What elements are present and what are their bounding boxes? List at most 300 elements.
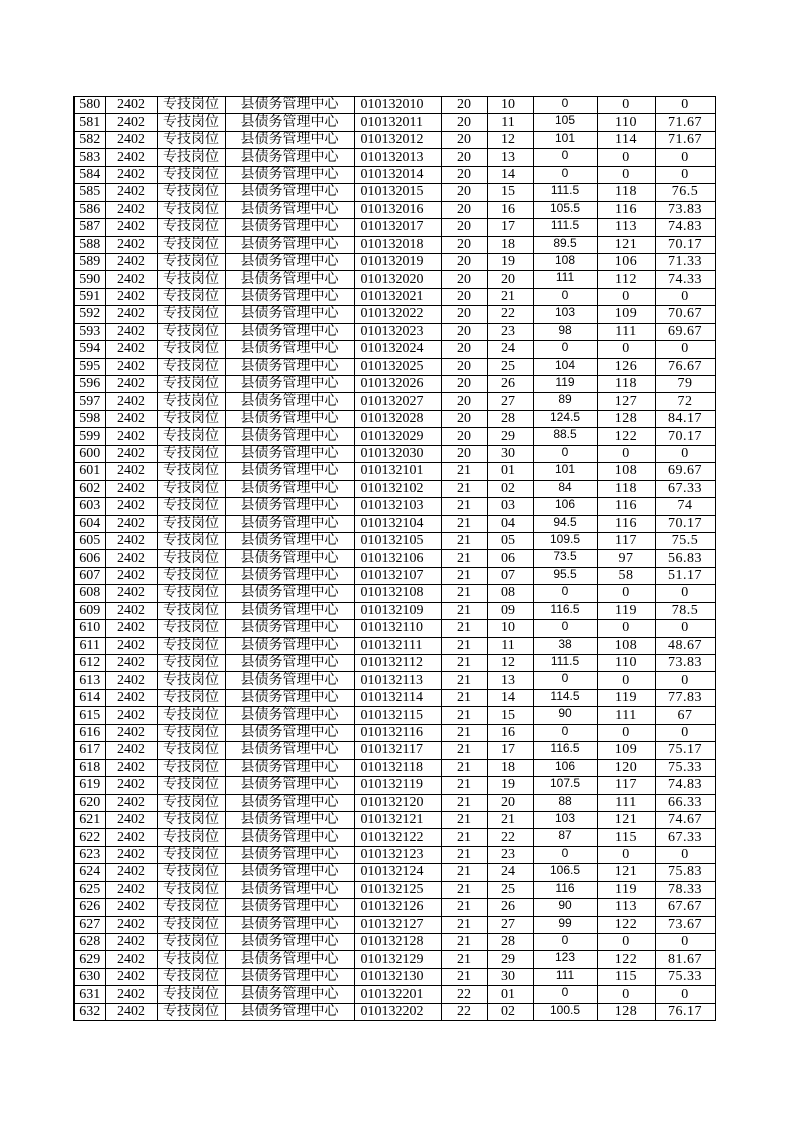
score-2-cell: 122 [597, 951, 655, 968]
ticket-number-cell: 010132022 [354, 306, 441, 323]
table-row [74, 968, 715, 985]
position-code-cell: 2402 [105, 393, 157, 410]
total-score-cell: 0 [655, 166, 715, 183]
employer-cell: 县债务管理中心 [225, 637, 354, 654]
row-number-cell: 600 [74, 445, 105, 462]
employer-cell: 县债务管理中心 [225, 968, 354, 985]
seat-number-cell: 14 [487, 689, 533, 706]
total-score-cell: 73.83 [655, 655, 715, 672]
exam-room-cell: 21 [441, 672, 487, 689]
table-row [74, 637, 715, 654]
score-table-page [73, 96, 714, 1021]
score-2-cell: 120 [597, 759, 655, 776]
score-1-cell: 123 [533, 951, 597, 968]
position-code-cell: 2402 [105, 97, 157, 114]
position-type-cell: 专技岗位 [157, 532, 225, 549]
position-code-cell: 2402 [105, 724, 157, 741]
employer-cell: 县债务管理中心 [225, 219, 354, 236]
table-row [74, 777, 715, 794]
table-row [74, 707, 715, 724]
table-row [74, 114, 715, 131]
position-code-cell: 2402 [105, 899, 157, 916]
score-1-cell: 116.5 [533, 742, 597, 759]
exam-room-cell: 21 [441, 829, 487, 846]
score-2-cell: 116 [597, 498, 655, 515]
position-code-cell: 2402 [105, 341, 157, 358]
table-row [74, 323, 715, 340]
ticket-number-cell: 010132202 [354, 1003, 441, 1020]
table-row [74, 498, 715, 515]
exam-room-cell: 21 [441, 585, 487, 602]
score-1-cell: 108 [533, 253, 597, 270]
position-type-cell: 专技岗位 [157, 184, 225, 201]
table-row [74, 341, 715, 358]
table-row [74, 672, 715, 689]
exam-room-cell: 20 [441, 271, 487, 288]
row-number-cell: 621 [74, 811, 105, 828]
table-row [74, 515, 715, 532]
exam-room-cell: 21 [441, 550, 487, 567]
seat-number-cell: 10 [487, 620, 533, 637]
position-type-cell: 专技岗位 [157, 271, 225, 288]
total-score-cell: 76.67 [655, 358, 715, 375]
employer-cell: 县债务管理中心 [225, 358, 354, 375]
score-2-cell: 110 [597, 114, 655, 131]
table-row [74, 794, 715, 811]
employer-cell: 县债务管理中心 [225, 532, 354, 549]
seat-number-cell: 07 [487, 567, 533, 584]
row-number-cell: 620 [74, 794, 105, 811]
exam-room-cell: 20 [441, 410, 487, 427]
position-code-cell: 2402 [105, 864, 157, 881]
seat-number-cell: 27 [487, 916, 533, 933]
seat-number-cell: 03 [487, 498, 533, 515]
seat-number-cell: 28 [487, 410, 533, 427]
table-row [74, 271, 715, 288]
ticket-number-cell: 010132126 [354, 899, 441, 916]
score-2-cell: 0 [597, 846, 655, 863]
row-number-cell: 632 [74, 1003, 105, 1020]
position-type-cell: 专技岗位 [157, 899, 225, 916]
employer-cell: 县债务管理中心 [225, 916, 354, 933]
ticket-number-cell: 010132027 [354, 393, 441, 410]
total-score-cell: 78.5 [655, 602, 715, 619]
score-2-cell: 116 [597, 201, 655, 218]
score-2-cell: 116 [597, 515, 655, 532]
seat-number-cell: 21 [487, 288, 533, 305]
position-type-cell: 专技岗位 [157, 131, 225, 148]
employer-cell: 县债务管理中心 [225, 934, 354, 951]
position-code-cell: 2402 [105, 253, 157, 270]
exam-room-cell: 21 [441, 515, 487, 532]
row-number-cell: 631 [74, 986, 105, 1003]
position-type-cell: 专技岗位 [157, 149, 225, 166]
position-code-cell: 2402 [105, 951, 157, 968]
seat-number-cell: 22 [487, 306, 533, 323]
row-number-cell: 607 [74, 567, 105, 584]
table-row [74, 358, 715, 375]
score-2-cell: 110 [597, 655, 655, 672]
row-number-cell: 623 [74, 846, 105, 863]
ticket-number-cell: 010132121 [354, 811, 441, 828]
score-2-cell: 119 [597, 602, 655, 619]
employer-cell: 县债务管理中心 [225, 498, 354, 515]
score-2-cell: 0 [597, 585, 655, 602]
score-1-cell: 103 [533, 306, 597, 323]
ticket-number-cell: 010132120 [354, 794, 441, 811]
row-number-cell: 629 [74, 951, 105, 968]
ticket-number-cell: 010132106 [354, 550, 441, 567]
total-score-cell: 0 [655, 986, 715, 1003]
position-code-cell: 2402 [105, 934, 157, 951]
table-row [74, 97, 715, 114]
ticket-number-cell: 010132113 [354, 672, 441, 689]
score-1-cell: 90 [533, 899, 597, 916]
score-1-cell: 87 [533, 829, 597, 846]
exam-room-cell: 21 [441, 794, 487, 811]
exam-room-cell: 21 [441, 899, 487, 916]
score-1-cell: 124.5 [533, 410, 597, 427]
row-number-cell: 595 [74, 358, 105, 375]
score-table [73, 96, 716, 1021]
table-row [74, 532, 715, 549]
employer-cell: 县债务管理中心 [225, 480, 354, 497]
ticket-number-cell: 010132111 [354, 637, 441, 654]
score-1-cell: 114.5 [533, 689, 597, 706]
total-score-cell: 0 [655, 341, 715, 358]
position-type-cell: 专技岗位 [157, 166, 225, 183]
table-row [74, 602, 715, 619]
row-number-cell: 615 [74, 707, 105, 724]
table-row [74, 1003, 715, 1020]
score-2-cell: 109 [597, 742, 655, 759]
score-1-cell: 0 [533, 672, 597, 689]
employer-cell: 县债务管理中心 [225, 881, 354, 898]
exam-room-cell: 21 [441, 951, 487, 968]
employer-cell: 县债务管理中心 [225, 1003, 354, 1020]
ticket-number-cell: 010132017 [354, 219, 441, 236]
score-2-cell: 119 [597, 881, 655, 898]
seat-number-cell: 01 [487, 463, 533, 480]
employer-cell: 县债务管理中心 [225, 864, 354, 881]
seat-number-cell: 12 [487, 655, 533, 672]
position-type-cell: 专技岗位 [157, 498, 225, 515]
position-code-cell: 2402 [105, 829, 157, 846]
seat-number-cell: 19 [487, 777, 533, 794]
row-number-cell: 602 [74, 480, 105, 497]
score-2-cell: 0 [597, 288, 655, 305]
position-type-cell: 专技岗位 [157, 219, 225, 236]
total-score-cell: 0 [655, 672, 715, 689]
table-row [74, 881, 715, 898]
position-code-cell: 2402 [105, 463, 157, 480]
row-number-cell: 598 [74, 410, 105, 427]
seat-number-cell: 15 [487, 707, 533, 724]
seat-number-cell: 26 [487, 899, 533, 916]
table-row [74, 986, 715, 1003]
exam-room-cell: 20 [441, 306, 487, 323]
score-1-cell: 94.5 [533, 515, 597, 532]
seat-number-cell: 20 [487, 794, 533, 811]
score-1-cell: 0 [533, 288, 597, 305]
position-type-cell: 专技岗位 [157, 881, 225, 898]
score-2-cell: 115 [597, 968, 655, 985]
total-score-cell: 71.67 [655, 131, 715, 148]
position-type-cell: 专技岗位 [157, 759, 225, 776]
employer-cell: 县债务管理中心 [225, 201, 354, 218]
employer-cell: 县债务管理中心 [225, 97, 354, 114]
row-number-cell: 588 [74, 236, 105, 253]
total-score-cell: 71.67 [655, 114, 715, 131]
exam-room-cell: 21 [441, 934, 487, 951]
ticket-number-cell: 010132015 [354, 184, 441, 201]
exam-room-cell: 21 [441, 567, 487, 584]
position-code-cell: 2402 [105, 288, 157, 305]
employer-cell: 县债务管理中心 [225, 655, 354, 672]
total-score-cell: 75.33 [655, 968, 715, 985]
score-1-cell: 105 [533, 114, 597, 131]
row-number-cell: 587 [74, 219, 105, 236]
score-2-cell: 0 [597, 341, 655, 358]
table-row [74, 149, 715, 166]
ticket-number-cell: 010132104 [354, 515, 441, 532]
score-1-cell: 88 [533, 794, 597, 811]
ticket-number-cell: 010132108 [354, 585, 441, 602]
ticket-number-cell: 010132103 [354, 498, 441, 515]
total-score-cell: 75.5 [655, 532, 715, 549]
row-number-cell: 617 [74, 742, 105, 759]
total-score-cell: 75.83 [655, 864, 715, 881]
position-code-cell: 2402 [105, 689, 157, 706]
seat-number-cell: 28 [487, 934, 533, 951]
score-2-cell: 0 [597, 620, 655, 637]
ticket-number-cell: 010132024 [354, 341, 441, 358]
position-code-cell: 2402 [105, 410, 157, 427]
score-1-cell: 0 [533, 846, 597, 863]
position-type-cell: 专技岗位 [157, 602, 225, 619]
score-2-cell: 108 [597, 463, 655, 480]
score-1-cell: 95.5 [533, 567, 597, 584]
position-code-cell: 2402 [105, 184, 157, 201]
position-code-cell: 2402 [105, 428, 157, 445]
table-row [74, 655, 715, 672]
employer-cell: 县债务管理中心 [225, 131, 354, 148]
table-row [74, 376, 715, 393]
total-score-cell: 70.17 [655, 515, 715, 532]
employer-cell: 县债务管理中心 [225, 271, 354, 288]
row-number-cell: 614 [74, 689, 105, 706]
table-row [74, 253, 715, 270]
position-type-cell: 专技岗位 [157, 323, 225, 340]
exam-room-cell: 20 [441, 201, 487, 218]
score-1-cell: 111.5 [533, 655, 597, 672]
total-score-cell: 0 [655, 445, 715, 462]
position-type-cell: 专技岗位 [157, 288, 225, 305]
total-score-cell: 74 [655, 498, 715, 515]
ticket-number-cell: 010132029 [354, 428, 441, 445]
score-1-cell: 0 [533, 166, 597, 183]
total-score-cell: 78.33 [655, 881, 715, 898]
exam-room-cell: 21 [441, 637, 487, 654]
seat-number-cell: 29 [487, 428, 533, 445]
position-type-cell: 专技岗位 [157, 1003, 225, 1020]
table-row [74, 585, 715, 602]
row-number-cell: 609 [74, 602, 105, 619]
row-number-cell: 580 [74, 97, 105, 114]
employer-cell: 县债务管理中心 [225, 567, 354, 584]
employer-cell: 县债务管理中心 [225, 428, 354, 445]
ticket-number-cell: 010132116 [354, 724, 441, 741]
position-type-cell: 专技岗位 [157, 393, 225, 410]
table-row [74, 306, 715, 323]
score-2-cell: 121 [597, 864, 655, 881]
position-code-cell: 2402 [105, 445, 157, 462]
employer-cell: 县债务管理中心 [225, 620, 354, 637]
row-number-cell: 591 [74, 288, 105, 305]
ticket-number-cell: 010132028 [354, 410, 441, 427]
employer-cell: 县债务管理中心 [225, 463, 354, 480]
ticket-number-cell: 010132026 [354, 376, 441, 393]
seat-number-cell: 08 [487, 585, 533, 602]
exam-room-cell: 20 [441, 341, 487, 358]
seat-number-cell: 12 [487, 131, 533, 148]
exam-room-cell: 21 [441, 777, 487, 794]
employer-cell: 县债务管理中心 [225, 236, 354, 253]
score-2-cell: 112 [597, 271, 655, 288]
exam-room-cell: 21 [441, 759, 487, 776]
employer-cell: 县债务管理中心 [225, 341, 354, 358]
score-2-cell: 119 [597, 689, 655, 706]
ticket-number-cell: 010132115 [354, 707, 441, 724]
employer-cell: 县债务管理中心 [225, 777, 354, 794]
table-row [74, 829, 715, 846]
score-2-cell: 118 [597, 480, 655, 497]
total-score-cell: 56.83 [655, 550, 715, 567]
ticket-number-cell: 010132122 [354, 829, 441, 846]
seat-number-cell: 23 [487, 846, 533, 863]
position-code-cell: 2402 [105, 201, 157, 218]
position-code-cell: 2402 [105, 672, 157, 689]
position-code-cell: 2402 [105, 166, 157, 183]
total-score-cell: 74.83 [655, 219, 715, 236]
score-1-cell: 0 [533, 724, 597, 741]
position-type-cell: 专技岗位 [157, 97, 225, 114]
position-type-cell: 专技岗位 [157, 672, 225, 689]
score-1-cell: 116 [533, 881, 597, 898]
total-score-cell: 70.17 [655, 236, 715, 253]
position-type-cell: 专技岗位 [157, 934, 225, 951]
seat-number-cell: 19 [487, 253, 533, 270]
total-score-cell: 0 [655, 97, 715, 114]
table-row [74, 620, 715, 637]
score-2-cell: 109 [597, 306, 655, 323]
ticket-number-cell: 010132114 [354, 689, 441, 706]
score-2-cell: 111 [597, 707, 655, 724]
position-code-cell: 2402 [105, 777, 157, 794]
ticket-number-cell: 010132010 [354, 97, 441, 114]
position-type-cell: 专技岗位 [157, 463, 225, 480]
exam-room-cell: 20 [441, 149, 487, 166]
row-number-cell: 608 [74, 585, 105, 602]
score-1-cell: 0 [533, 97, 597, 114]
position-type-cell: 专技岗位 [157, 724, 225, 741]
position-code-cell: 2402 [105, 358, 157, 375]
exam-room-cell: 21 [441, 724, 487, 741]
score-1-cell: 107.5 [533, 777, 597, 794]
ticket-number-cell: 010132023 [354, 323, 441, 340]
position-type-cell: 专技岗位 [157, 376, 225, 393]
score-1-cell: 0 [533, 934, 597, 951]
row-number-cell: 597 [74, 393, 105, 410]
score-1-cell: 98 [533, 323, 597, 340]
table-row [74, 445, 715, 462]
exam-room-cell: 20 [441, 166, 487, 183]
row-number-cell: 612 [74, 655, 105, 672]
total-score-cell: 70.67 [655, 306, 715, 323]
employer-cell: 县债务管理中心 [225, 689, 354, 706]
score-1-cell: 111.5 [533, 184, 597, 201]
score-2-cell: 0 [597, 672, 655, 689]
total-score-cell: 0 [655, 288, 715, 305]
position-code-cell: 2402 [105, 968, 157, 985]
position-code-cell: 2402 [105, 515, 157, 532]
row-number-cell: 590 [74, 271, 105, 288]
score-2-cell: 122 [597, 428, 655, 445]
score-2-cell: 128 [597, 1003, 655, 1020]
ticket-number-cell: 010132124 [354, 864, 441, 881]
score-1-cell: 0 [533, 341, 597, 358]
employer-cell: 县债务管理中心 [225, 410, 354, 427]
seat-number-cell: 16 [487, 724, 533, 741]
row-number-cell: 589 [74, 253, 105, 270]
position-code-cell: 2402 [105, 916, 157, 933]
exam-room-cell: 22 [441, 1003, 487, 1020]
position-type-cell: 专技岗位 [157, 916, 225, 933]
exam-room-cell: 20 [441, 428, 487, 445]
exam-room-cell: 20 [441, 323, 487, 340]
position-code-cell: 2402 [105, 846, 157, 863]
table-row [74, 428, 715, 445]
row-number-cell: 611 [74, 637, 105, 654]
score-2-cell: 0 [597, 445, 655, 462]
position-code-cell: 2402 [105, 620, 157, 637]
ticket-number-cell: 010132129 [354, 951, 441, 968]
row-number-cell: 603 [74, 498, 105, 515]
score-2-cell: 118 [597, 184, 655, 201]
seat-number-cell: 11 [487, 637, 533, 654]
seat-number-cell: 06 [487, 550, 533, 567]
seat-number-cell: 25 [487, 358, 533, 375]
seat-number-cell: 17 [487, 219, 533, 236]
ticket-number-cell: 010132018 [354, 236, 441, 253]
employer-cell: 县债务管理中心 [225, 306, 354, 323]
row-number-cell: 584 [74, 166, 105, 183]
position-code-cell: 2402 [105, 655, 157, 672]
row-number-cell: 627 [74, 916, 105, 933]
score-2-cell: 128 [597, 410, 655, 427]
total-score-cell: 51.17 [655, 567, 715, 584]
score-2-cell: 122 [597, 916, 655, 933]
row-number-cell: 626 [74, 899, 105, 916]
score-1-cell: 104 [533, 358, 597, 375]
employer-cell: 县债务管理中心 [225, 811, 354, 828]
score-2-cell: 58 [597, 567, 655, 584]
table-row [74, 166, 715, 183]
score-1-cell: 0 [533, 445, 597, 462]
score-1-cell: 106.5 [533, 864, 597, 881]
score-1-cell: 111 [533, 968, 597, 985]
employer-cell: 县债务管理中心 [225, 515, 354, 532]
